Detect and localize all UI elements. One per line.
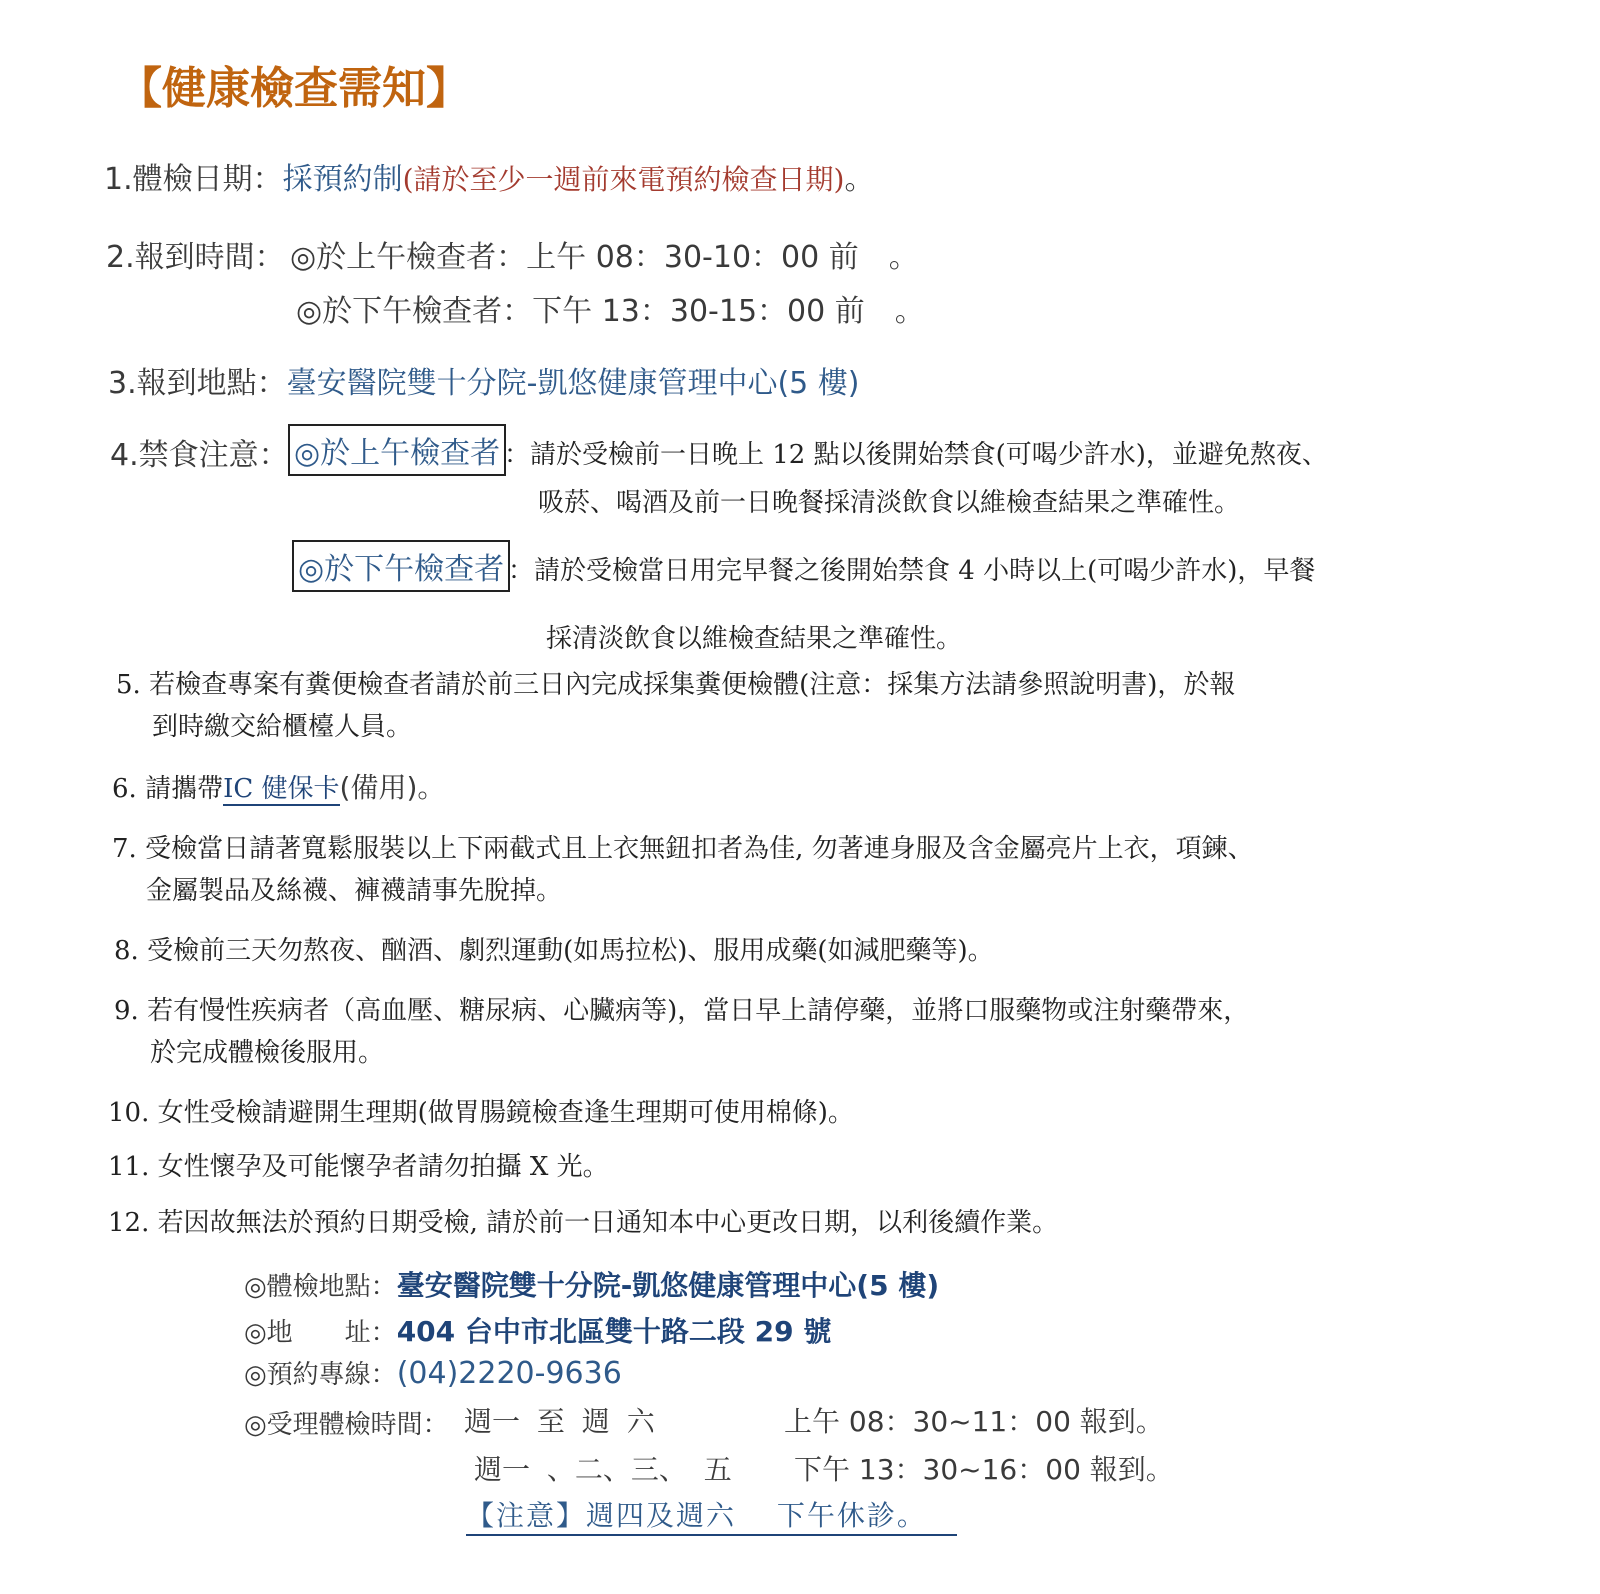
hours-days-2: 週一 、二、三、 五 — [474, 1453, 732, 1486]
ic-card-link[interactable]: IC 健保卡 — [223, 774, 340, 804]
address-label: ◎地 址： — [244, 1318, 397, 1348]
page-title: 【健康檢查需知】 — [118, 63, 470, 114]
item1-label: 1.體檢日期： — [104, 162, 283, 197]
info-location — [244, 1264, 939, 1304]
fasting-am-box: ◎於上午檢查者 — [288, 424, 506, 476]
fasting-pm-box: ◎於下午檢查者 — [292, 540, 510, 592]
location-value: 臺安醫院雙十分院-凱悠健康管理中心(5 樓) — [396, 1269, 940, 1302]
item1-value: 採預約制 — [282, 162, 403, 197]
info-hours-label: ◎受理體檢時間： — [244, 1410, 449, 1440]
location-label: ◎體檢地點： — [244, 1272, 397, 1302]
hours-time-2: 下午 13：30~16：00 報到。 — [794, 1453, 1174, 1486]
item-checkin-time-pm: ◎於下午檢查者：下午 13：30-15：00 前 。 — [296, 294, 925, 329]
info-address — [244, 1310, 831, 1350]
phone-value: (04)2220-9636 — [396, 1356, 622, 1391]
item3-label: 3.報到地點： — [108, 366, 287, 401]
item1-note: (請於至少一週前來電預約檢查日期) — [402, 163, 845, 196]
fasting-pm-text-2: 採清淡飲食以維檢查結果之準確性。 — [546, 624, 963, 654]
item-checkin-location — [108, 358, 859, 402]
item-checkin-time-am: ◎於上午檢查者：上午 08：30-10：00 前 。 — [290, 240, 919, 275]
fasting-am-text-1: ：請於受檢前一日晚上 12 點以後開始禁食(可喝少許水)，並避免熬夜、 — [504, 440, 1328, 470]
item12: 12. 若因故無法於預約日期受檢, 請於前一日通知本中心更改日期，以利後續作業。 — [108, 1208, 1059, 1238]
item6-suffix: (備用)。 — [339, 771, 446, 804]
item5-line2: 到時繳交給櫃檯人員。 — [152, 712, 413, 742]
info-phone — [244, 1354, 622, 1391]
item11: 11. 女性懷孕及可能懷孕者請勿拍攝 X 光。 — [108, 1152, 609, 1182]
item-fasting-label: 4.禁食注意： — [110, 438, 289, 473]
fasting-am-text-2: 吸菸、喝酒及前一日晚餐採清淡飲食以維檢查結果之準確性。 — [538, 488, 1241, 518]
item6-prefix: 6. 請攜帶 — [112, 774, 224, 804]
fasting-pm-text-1: ：請於受檢當日用完早餐之後開始禁食 4 小時以上(可喝少許水)，早餐 — [508, 556, 1316, 586]
item7-line1: 7. 受檢當日請著寬鬆服裝以上下兩截式且上衣無鈕扣者為佳, 勿著連身服及含金屬亮片上衣，項鍊、 — [112, 834, 1254, 864]
closed-notice: 【注意】週四及週六 下午休診。 — [466, 1494, 957, 1536]
item5-line1: 5. 若檢查專案有糞便檢查者請於前三日內完成採集糞便檢體(注意：採集方法請參照說明書)，於報 — [116, 670, 1236, 700]
item8: 8. 受檢前三天勿熬夜、酗酒、劇烈運動(如馬拉松)、服用成藥(如減肥藥等)。 — [114, 936, 994, 966]
item-bring-card — [112, 766, 445, 806]
item9-line2: 於完成體檢後服用。 — [150, 1038, 385, 1068]
hours-time-1: 上午 08：30~11：00 報到。 — [784, 1405, 1164, 1438]
item10: 10. 女性受檢請避開生理期(做胃腸鏡檢查逢生理期可使用棉條)。 — [108, 1098, 854, 1128]
hours-days-1: 週一 至 週 六 — [464, 1405, 655, 1438]
phone-label: ◎預約專線： — [244, 1360, 397, 1390]
item1-end: 。 — [844, 162, 875, 197]
address-value: 404 台中市北區雙十路二段 29 號 — [396, 1315, 832, 1348]
item-checkin-time-label: 2.報到時間： — [106, 240, 285, 275]
item7-line2: 金屬製品及絲襪、褲襪請事先脫掉。 — [146, 876, 563, 906]
item3-value: 臺安醫院雙十分院-凱悠健康管理中心(5 樓) — [286, 366, 860, 401]
item-appointment-date — [104, 154, 874, 198]
item9-line1: 9. 若有慢性疾病者（高血壓、糖尿病、心臟病等)，當日早上請停藥，並將口服藥物或注射藥帶來， — [114, 996, 1250, 1026]
